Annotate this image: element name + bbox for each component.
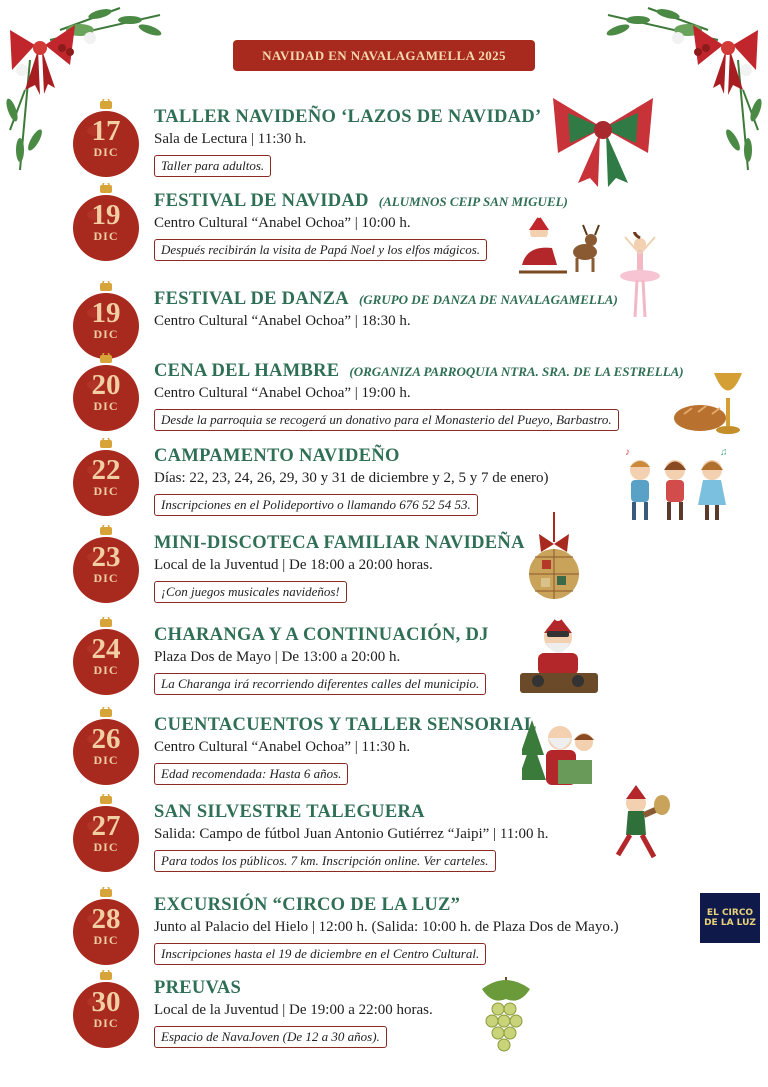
event-title-text: CUENTACUENTOS Y TALLER SENSORIAL — [154, 715, 537, 735]
date-ornament-icon — [73, 707, 139, 789]
svg-text:♫: ♫ — [720, 447, 728, 458]
event-day: 24 — [91, 633, 121, 665]
event-day: 23 — [91, 541, 121, 573]
santa-dj-icon — [518, 615, 600, 700]
event-note: ¡Con juegos musicales navideños! — [154, 581, 347, 603]
event-place: Salida: Campo de fútbol Juan Antonio Gutiérrez “Jaipi” | 11:00 h. — [154, 826, 549, 842]
ballerina-icon — [615, 232, 665, 327]
event-place: Centro Cultural “Anabel Ochoa” | 19:00 h. — [154, 385, 411, 401]
santa-reading-icon — [522, 710, 602, 795]
event-title — [154, 978, 251, 999]
event-title-text: CENA DEL HAMBRE — [154, 361, 340, 381]
event-title — [154, 107, 551, 128]
event-place: Plaza Dos de Mayo | De 13:00 a 20:00 h. — [154, 649, 401, 665]
event-place: Local de la Juventud | De 18:00 a 20:00 horas. — [154, 557, 433, 573]
event-month: DIC — [93, 327, 119, 341]
event-day: 26 — [91, 723, 121, 755]
date-ornament-icon — [73, 794, 139, 876]
event-subtitle: (ALUMNOS CEIP SAN MIGUEL) — [378, 194, 568, 209]
event-title-text: CAMPAMENTO NAVIDEÑO — [154, 446, 400, 466]
event-note: Inscripciones hasta el 19 de diciembre en el Centro Cultural. — [154, 943, 486, 965]
event-title — [154, 895, 470, 916]
event-day: 22 — [91, 454, 121, 486]
event-title-text: PREUVAS — [154, 978, 242, 998]
event-note: Después recibirán la visita de Papá Noel y los elfos mágicos. — [154, 239, 487, 261]
event-place: Días: 22, 23, 24, 26, 29, 30 y 31 de diciembre y 2, 5 y 7 de enero) — [154, 470, 549, 486]
event-title — [154, 533, 535, 554]
event-note: La Charanga irá recorriendo diferentes calles del municipio. — [154, 673, 486, 695]
event-month: DIC — [93, 484, 119, 498]
bread-chalice-icon — [672, 368, 752, 443]
event-title-text: EXCURSIÓN “CIRCO DE LA LUZ” — [154, 895, 461, 915]
event-day: 19 — [91, 297, 121, 329]
event-day: 19 — [91, 199, 121, 231]
event-month: DIC — [93, 840, 119, 854]
event-title — [154, 446, 410, 467]
event-title — [154, 191, 568, 212]
date-ornament-icon — [73, 183, 139, 265]
kids-singing-icon — [620, 445, 735, 530]
event-note: Para todos los públicos. 7 km. Inscripción online. Ver carteles. — [154, 850, 496, 872]
santa-sleigh-icon — [517, 210, 602, 285]
event-note: Inscripciones en el Polideportivo o llamando 676 52 54 53. — [154, 494, 478, 516]
date-ornament-icon — [73, 99, 139, 181]
disco-bauble-icon — [527, 512, 582, 612]
event-note: Edad recomendada: Hasta 6 años. — [154, 763, 348, 785]
date-ornament-icon — [73, 887, 139, 969]
event-place: Local de la Juventud | De 19:00 a 22:00 horas. — [154, 1002, 433, 1018]
event-month: DIC — [93, 571, 119, 585]
ribbon-bow-icon — [548, 83, 658, 193]
date-ornament-icon — [73, 970, 139, 1052]
circo-de-la-luz-logo: EL CIRCO DE LA LUZ — [700, 893, 760, 943]
date-ornament-icon — [73, 353, 139, 435]
event-subtitle: (GRUPO DE DANZA DE NAVALAGAMELLA) — [358, 292, 618, 307]
page-title-banner: NAVIDAD EN NAVALAGAMELLA 2025 — [233, 40, 535, 71]
event-day: 17 — [91, 115, 121, 147]
event-day: 20 — [91, 369, 121, 401]
event-day: 30 — [91, 986, 121, 1018]
event-title — [154, 625, 499, 646]
event-title-text: MINI-DISCOTECA FAMILIAR NAVIDEÑA — [154, 533, 525, 553]
event-place: Sala de Lectura | 11:30 h. — [154, 131, 307, 147]
event-month: DIC — [93, 1016, 119, 1030]
date-ornament-icon — [73, 281, 139, 363]
event-title-text: TALLER NAVIDEÑO ‘LAZOS DE NAVIDAD’ — [154, 107, 542, 127]
event-note: Desde la parroquia se recogerá un donativo para el Monasterio del Pueyo, Barbastro. — [154, 409, 619, 431]
date-ornament-icon — [73, 438, 139, 520]
date-ornament-icon — [73, 617, 139, 699]
event-month: DIC — [93, 933, 119, 947]
event-title-text: FESTIVAL DE NAVIDAD — [154, 191, 369, 211]
event-place: Junto al Palacio del Hielo | 12:00 h. (Salida: 10:00 h. de Plaza Dos de Mayo.) — [154, 919, 619, 935]
event-title — [154, 289, 618, 310]
event-month: DIC — [93, 399, 119, 413]
event-title — [154, 361, 684, 382]
event-subtitle: (ORGANIZA PARROQUIA NTRA. SRA. DE LA ESTRELLA) — [349, 364, 684, 379]
running-elf-icon — [600, 785, 672, 870]
event-note: Taller para adultos. — [154, 155, 271, 177]
event-title — [154, 802, 435, 823]
event-month: DIC — [93, 145, 119, 159]
event-place: Centro Cultural “Anabel Ochoa” | 10:00 h. — [154, 215, 411, 231]
event-title-text: FESTIVAL DE DANZA — [154, 289, 349, 309]
event-title-text: SAN SILVESTRE TALEGUERA — [154, 802, 425, 822]
svg-text:♪: ♪ — [625, 447, 630, 458]
event-title-text: CHARANGA Y A CONTINUACIÓN, DJ — [154, 625, 489, 645]
grapes-icon — [476, 975, 536, 1060]
event-month: DIC — [93, 753, 119, 767]
event-day: 27 — [91, 810, 121, 842]
event-place: Centro Cultural “Anabel Ochoa” | 18:30 h. — [154, 313, 411, 329]
event-month: DIC — [93, 229, 119, 243]
event-title — [154, 715, 547, 736]
event-place: Centro Cultural “Anabel Ochoa” | 11:30 h. — [154, 739, 411, 755]
event-note: Espacio de NavaJoven (De 12 a 30 años). — [154, 1026, 387, 1048]
event-day: 28 — [91, 903, 121, 935]
event-month: DIC — [93, 663, 119, 677]
date-ornament-icon — [73, 525, 139, 607]
